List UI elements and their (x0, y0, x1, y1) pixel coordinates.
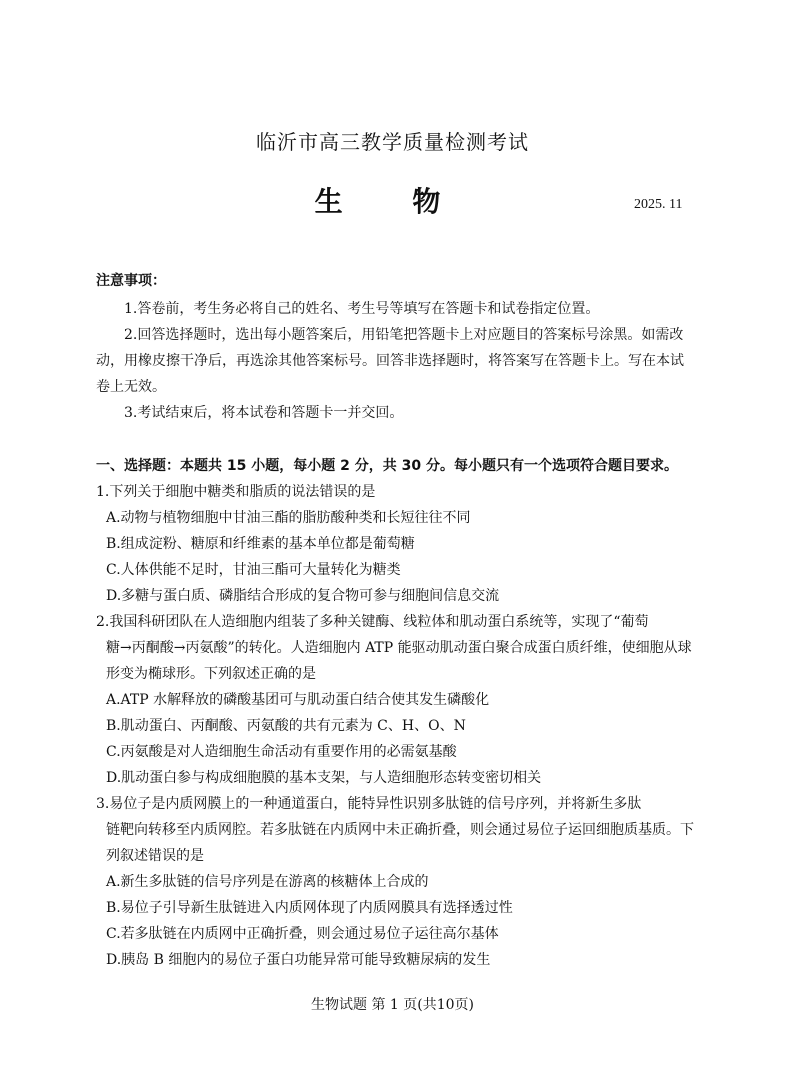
subject-title: 生 物 (314, 185, 471, 218)
option-c: C.若多肽链在内质网中正确折叠，则会通过易位子运往高尔基体 (106, 926, 499, 942)
option-b: B.易位子引导新生肽链进入内质网体现了内质网膜具有选择透过性 (106, 900, 513, 916)
question-stem-continued: 链靶向转移至内质网腔。若多肽链在内质网中未正确折叠，则会通过易位子运回细胞质基质。下列叙述错误的是 (106, 822, 694, 864)
question-3 (96, 791, 696, 973)
notice-item-1: 1.答卷前，考生务必将自己的姓名、考生号等填写在答题卡和试卷指定位置。 (124, 301, 600, 317)
exam-date: 2025. 11 (634, 197, 683, 212)
question-stem: 3.易位子是内质网膜上的一种通道蛋白，能特异性识别多肽链的信号序列，并将新生多肽 (96, 796, 642, 812)
option-c: C.人体供能不足时，甘油三酯可大量转化为糖类 (106, 562, 401, 578)
question-1 (96, 479, 696, 609)
notice-item-2: 2.回答选择题时，选出每小题答案后，用铅笔把答题卡上对应题目的答案标号涂黑。如需改动，用橡皮擦干净后，再选涂其他答案标号。回答非选择题时，将答案写在答题卡上。写在本试卷上无效。 (96, 327, 684, 395)
option-a: A.新生多肽链的信号序列是在游离的核糖体上合成的 (106, 874, 429, 890)
question-stem-continued: 糖→丙酮酸→丙氨酸”的转化。人造细胞内 ATP 能驱动肌动蛋白聚合成蛋白质纤维，使细胞从球形变为椭球形。下列叙述正确的是 (106, 640, 692, 682)
option-a: A.动物与植物细胞中甘油三酯的脂肪酸种类和长短往往不同 (106, 510, 471, 526)
option-b: B.肌动蛋白、丙酮酸、丙氨酸的共有元素为 C、H、O、N (106, 718, 466, 734)
page-footer: 生物试题 第 1 页(共10页) (311, 997, 474, 1013)
option-d: D.胰岛 B 细胞内的易位子蛋白功能异常可能导致糖尿病的发生 (106, 952, 491, 968)
option-b: B.组成淀粉、糖原和纤维素的基本单位都是葡萄糖 (106, 536, 415, 552)
notice-item-3: 3.考试结束后，将本试卷和答题卡一并交回。 (124, 405, 404, 421)
option-a: A.ATP 水解释放的磷酸基团可与肌动蛋白结合使其发生磷酸化 (106, 692, 490, 708)
question-stem: 2.我国科研团队在人造细胞内组装了多种关键酶、线粒体和肌动蛋白系统等，实现了“葡萄 (96, 614, 649, 630)
exam-title: 临沂市高三教学质量检测考试 (256, 130, 529, 154)
option-d: D.多糖与蛋白质、磷脂结合形成的复合物可参与细胞间信息交流 (106, 588, 500, 604)
notice-heading: 注意事项： (96, 273, 166, 289)
question-2 (96, 609, 696, 791)
question-stem: 1.下列关于细胞中糖类和脂质的说法错误的是 (96, 484, 376, 500)
option-c: C.丙氨酸是对人造细胞生命活动有重要作用的必需氨基酸 (106, 744, 457, 760)
section-heading: 一、选择题：本题共 15 小题，每小题 2 分，共 30 分。每小题只有一个选项符合题目要求。 (96, 458, 678, 474)
option-d: D.肌动蛋白参与构成细胞膜的基本支架，与人造细胞形态转变密切相关 (106, 770, 542, 786)
